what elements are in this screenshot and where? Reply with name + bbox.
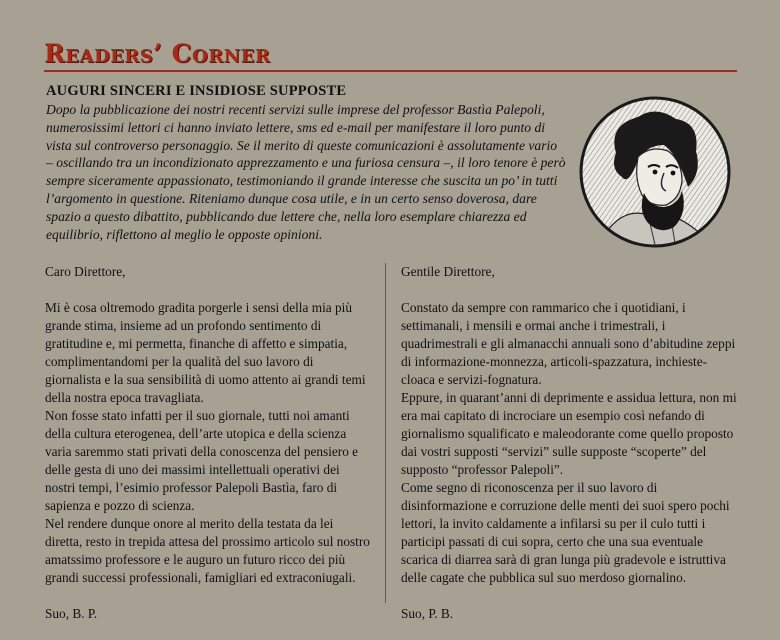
letter-paragraph: Constato da sempre con rammarico che i quotidiani, i settimanali, i mensili e ormai anche i trimestrali, i quadrimestrali e gli almanacchi annuali sono d’abitudine zeppi di informazione-monnezza, articoli-spazzatura, inchieste-cloaca e servizi-fognatura. bbox=[401, 300, 736, 387]
letter-right bbox=[401, 263, 737, 623]
article-title: AUGURI SINCERI E INSIDIOSE SUPPOSTE bbox=[46, 83, 347, 99]
letter-signature: Suo, P. B. bbox=[401, 606, 454, 621]
article-intro: Dopo la pubblicazione dei nostri recenti servizi sulle imprese del professor Bastìa Palepoli, numerosissimi lettori ci hanno inviato lettere, sms ed e-mail per manifestare il loro punto di vista sul controverso personaggio. Se il merito di queste comunicazioni è assolutamente vario – oscillando tra un incondizionato apprezzamento e una furiosa censura –, il loro tenore è però sempre siceramente appassionato, testimoniando il grande interesse che suscita un po’ in tutti l’argomento in questione. Riteniamo dunque cosa utile, e in un certo senso doverosa, dare spazio a questo dibattito, pubblicando due lettere che, nella loro esemplare chiarezza ed equilibrio, riflettono al meglio le opposte opinioni. bbox=[46, 102, 566, 242]
letter-paragraph: Eppure, in quarant’anni di deprimente e assidua lettura, non mi era mai capitato di incrociare un esempio così nefando di giornalismo squalificato e maleodorante come quello proposto dai vostri supposti “servizi” sulle supposte “scoperte” del supposto “professor Palepoli”. bbox=[401, 390, 737, 477]
letter-left bbox=[45, 263, 371, 623]
section-title: Readers’ Corner bbox=[44, 39, 271, 68]
section-header bbox=[44, 40, 737, 72]
letter-paragraph: Nel rendere dunque onore al merito della testata da lei diretta, resto in trepida attesa del prossimo articolo sul nostro amatssimo professore e le auguro un futuro ricco dei più grandi successi professionali, famigliari ed extraconiugali. bbox=[45, 516, 370, 585]
portrait-illustration bbox=[578, 95, 732, 249]
letter-paragraph: Mi è cosa oltremodo gradita porgerle i sensi della mia più grande stima, insieme ad un profondo sentimento di gratitudine e, mi permetta, finanche di affetto e simpatia, complimentandomi per la qualità del suo lavoro di giornalista e la sua sensibilità di uomo attento ai grandi temi della nostra epoca travagliata. bbox=[45, 300, 366, 405]
intro-block bbox=[46, 82, 566, 243]
letter-paragraph: Non fosse stato infatti per il suo giornale, tutti noi amanti della cultura eterogenea, dell’arte utopica e della scienza varia saremmo stati privati della conoscenza del pensiero e delle gesta di uno dei massimi intellettuali operativi dei nostri tempi, l’esimio professor Palepoli Bastìa, faro di sapienza e pozzo di scienza. bbox=[45, 408, 359, 513]
letter-paragraph: Come segno di riconoscenza per il suo lavoro di disinformazione e corruzione delle menti dei suoi spero pochi lettori, la invito caldamente a infilarsi su per il culo tutti i participi passati di cui sopra, certo che una sua eventuale scarica di diarrea sarà di gran lunga più gradevole e istruttiva delle cagate che pubblica sul suo merdoso giornalino. bbox=[401, 480, 730, 585]
column-divider bbox=[385, 263, 386, 603]
letter-salutation: Gentile Direttore, bbox=[401, 264, 495, 279]
header-divider bbox=[44, 70, 737, 72]
letter-signature: Suo, B. P. bbox=[45, 606, 98, 621]
letter-salutation: Caro Direttore, bbox=[45, 264, 126, 279]
